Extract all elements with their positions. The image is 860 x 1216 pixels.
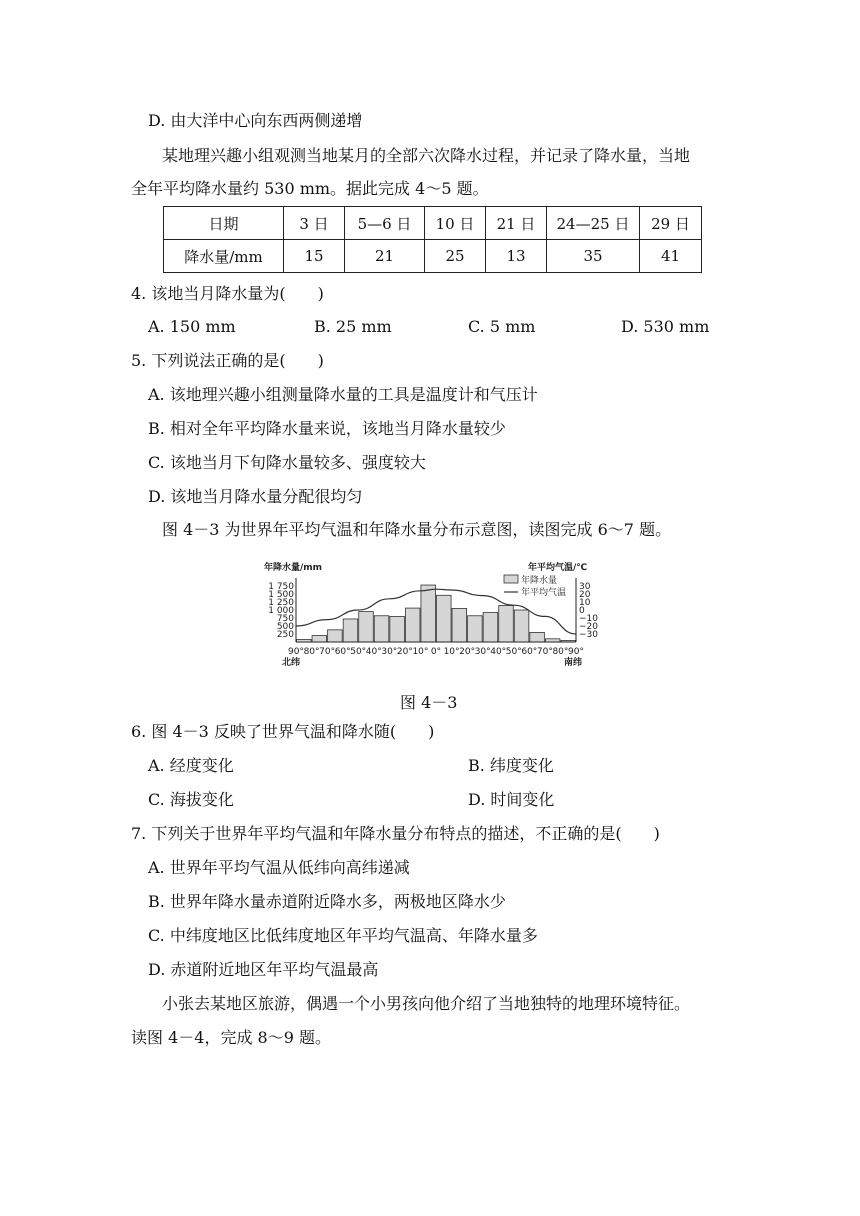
intro-q6-7: 图 4－3 为世界年平均气温和年降水量分布示意图，读图完成 6～7 题。 — [162, 520, 672, 539]
table-cell: 降水量/mm — [164, 240, 284, 273]
table-cell: 3 日 — [284, 207, 345, 240]
left-tick-label: 750 — [276, 614, 294, 624]
precipitation-bar — [390, 616, 405, 642]
left-tick-label: 250 — [276, 630, 294, 640]
intro-q8-9-line2: 读图 4－4，完成 8～9 题。 — [131, 1028, 331, 1047]
table-cell: 35 — [547, 240, 640, 273]
q5-option-d: D. 该地当月降水量分配很均匀 — [148, 487, 363, 506]
left-axis-label: 年降水量/mm — [264, 563, 323, 573]
x-tick-label: 10° — [412, 647, 429, 657]
right-tick-label: 30 — [579, 582, 591, 592]
q5-option-a: A. 该地理兴趣小组测量降水量的工具是温度计和气压计 — [148, 385, 538, 404]
legend-swatch-bar — [504, 575, 518, 583]
q4-option-d: D. 530 mm — [621, 317, 710, 336]
precipitation-bar — [328, 630, 343, 642]
x-tick-label: 40° — [490, 647, 507, 657]
q6-option-b: B. 纬度变化 — [468, 756, 554, 775]
precipitation-table — [163, 206, 702, 273]
right-tick-label: 0 — [579, 606, 585, 616]
q6-option-c: C. 海拔变化 — [148, 790, 234, 809]
table-cell: 21 日 — [486, 207, 547, 240]
q4-option-b: B. 25 mm — [314, 317, 392, 336]
x-tick-label: 80° — [303, 647, 320, 657]
figure-caption: 图 4－3 — [400, 693, 458, 712]
table-row-values — [164, 240, 702, 273]
table-row-dates — [164, 207, 702, 240]
table-cell: 29 日 — [640, 207, 702, 240]
precipitation-bar — [437, 595, 452, 642]
legend-temperature: 年平均气温 — [521, 588, 567, 598]
x-note-south: 南纬 — [564, 658, 583, 668]
precipitation-bar — [421, 585, 436, 642]
intro-q4-5-line2: 全年平均降水量约 530 mm。据此完成 4～5 题。 — [131, 179, 489, 198]
q4-option-a: A. 150 mm — [148, 317, 236, 336]
q5-stem: 5. 下列说法正确的是( ) — [131, 351, 324, 370]
precipitation-bar — [312, 636, 327, 642]
table-cell: 10 日 — [425, 207, 486, 240]
table-cell: 13 — [486, 240, 547, 273]
q7-option-a: A. 世界年平均气温从低纬向高纬递减 — [148, 858, 410, 877]
precipitation-bar — [468, 616, 483, 642]
x-tick-label: 70° — [536, 647, 553, 657]
table-cell: 21 — [345, 240, 425, 273]
x-tick-label: 90° — [568, 647, 584, 657]
x-tick-label: 60° — [521, 647, 538, 657]
left-tick-label: 1 250 — [268, 598, 294, 608]
q3-option-d: D. 由大洋中心向东西两侧递增 — [148, 111, 363, 130]
q6-option-a: A. 经度变化 — [148, 756, 234, 775]
temperature-precipitation-chart — [258, 558, 608, 676]
table-cell: 25 — [425, 240, 486, 273]
q5-option-c: C. 该地当月下旬降水量较多、强度较大 — [148, 453, 426, 472]
x-tick-label: 50° — [505, 647, 522, 657]
precipitation-bar — [359, 612, 374, 642]
q6-stem: 6. 图 4－3 反映了世界气温和降水随( ) — [131, 722, 435, 741]
q7-option-b: B. 世界年降水量赤道附近降水多，两极地区降水少 — [148, 892, 506, 911]
table-cell: 日期 — [164, 207, 284, 240]
x-tick-label: 70° — [319, 647, 336, 657]
x-tick-label: 20° — [396, 647, 413, 657]
q5-option-b: B. 相对全年平均降水量来说，该地当月降水量较少 — [148, 419, 506, 438]
x-tick-label: 60° — [334, 647, 351, 657]
precipitation-bar — [514, 610, 529, 642]
precipitation-bar — [405, 608, 420, 642]
table-cell: 24—25 日 — [547, 207, 640, 240]
x-tick-label: 0° — [430, 647, 442, 657]
x-note-north: 北纬 — [282, 658, 301, 668]
right-tick-label: −10 — [579, 614, 598, 624]
x-tick-label: 30° — [474, 647, 491, 657]
right-tick-label: 10 — [579, 598, 591, 608]
x-tick-label: 30° — [381, 647, 398, 657]
table-cell: 15 — [284, 240, 345, 273]
precipitation-bar — [452, 608, 467, 642]
x-tick-label: 90° — [288, 647, 304, 657]
x-tick-label: 50° — [350, 647, 367, 657]
q4-stem: 4. 该地当月降水量为( ) — [131, 284, 324, 303]
x-tick-label: 20° — [459, 647, 476, 657]
x-tick-label: 80° — [552, 647, 569, 657]
precipitation-bar — [499, 606, 514, 642]
q7-option-d: D. 赤道附近地区年平均气温最高 — [148, 960, 379, 979]
left-tick-label: 500 — [276, 622, 294, 632]
legend-precipitation: 年降水量 — [521, 576, 558, 586]
table-cell: 41 — [640, 240, 702, 273]
left-tick-label: 1 750 — [268, 582, 294, 592]
precipitation-bar — [343, 619, 358, 642]
q6-option-d: D. 时间变化 — [468, 790, 555, 809]
chart-legend — [504, 574, 566, 598]
left-tick-label: 1 500 — [268, 590, 294, 600]
q4-option-c: C. 5 mm — [468, 317, 536, 336]
right-tick-label: −30 — [579, 630, 598, 640]
precipitation-bar — [530, 632, 545, 642]
intro-q8-9-line1: 小张去某地区旅游，偶遇一个小男孩向他介绍了当地独特的地理环境特征。 — [162, 994, 691, 1013]
precipitation-bar — [374, 616, 389, 642]
right-tick-label: 20 — [579, 590, 591, 600]
x-tick-label: 10° — [443, 647, 460, 657]
q7-option-c: C. 中纬度地区比低纬度地区年平均气温高、年降水量多 — [148, 926, 538, 945]
right-axis-label: 年平均气温/℃ — [528, 563, 588, 573]
left-tick-label: 1 000 — [268, 606, 294, 616]
x-tick-label: 40° — [365, 647, 382, 657]
precipitation-bar — [483, 613, 498, 642]
right-tick-label: −20 — [579, 622, 598, 632]
intro-q4-5-line1: 某地理兴趣小组观测当地某月的全部六次降水过程，并记录了降水量，当地 — [162, 146, 691, 165]
q7-stem: 7. 下列关于世界年平均气温和年降水量分布特点的描述，不正确的是( ) — [131, 824, 660, 843]
table-cell: 5—6 日 — [345, 207, 425, 240]
